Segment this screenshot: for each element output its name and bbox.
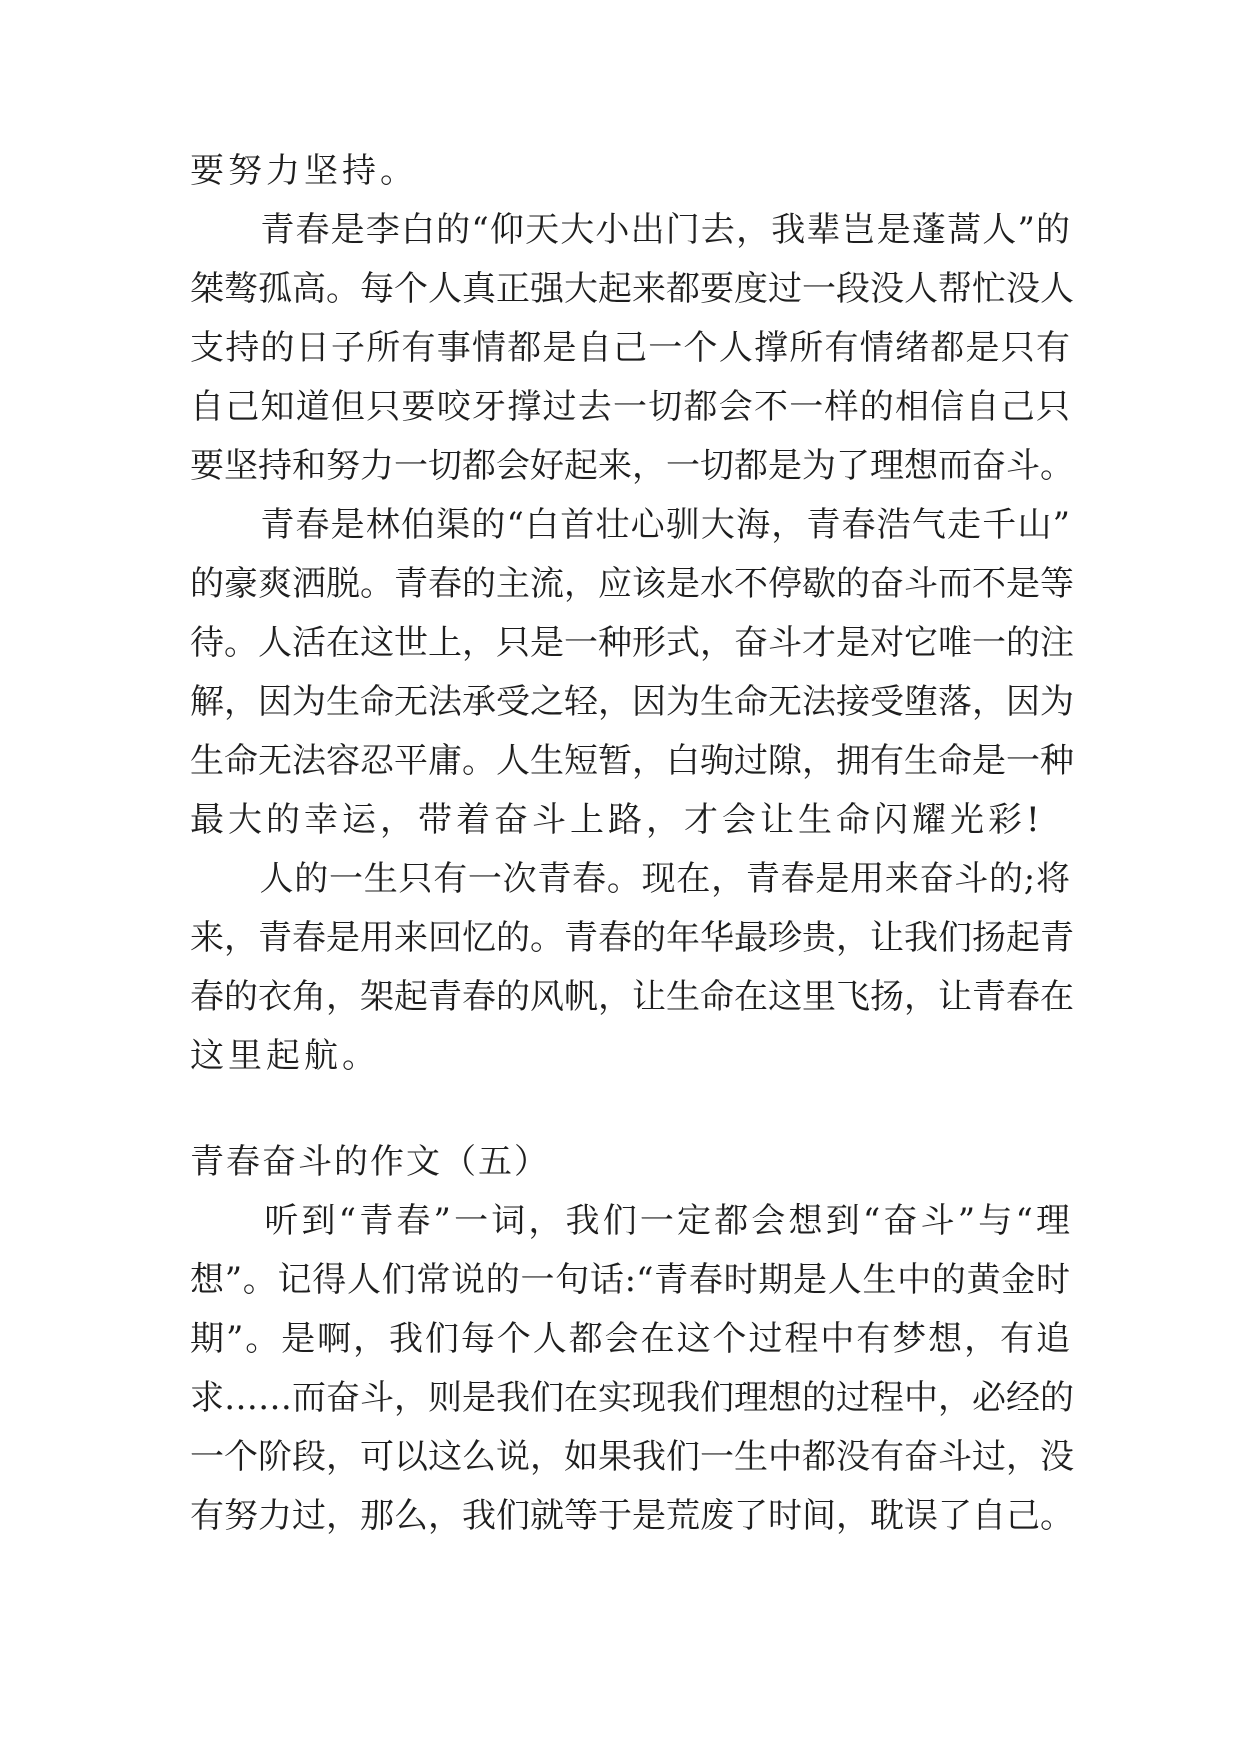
text-line: 生命无法容忍平庸。人生短暂，白驹过隙，拥有生命是一种 bbox=[190, 741, 1074, 781]
text-line: 有努力过，那么，我们就等于是荒废了时间，耽误了自己。 bbox=[190, 1496, 1074, 1536]
text-line: 期”。是啊，我们每个人都会在这个过程中有梦想，有追 bbox=[190, 1319, 1070, 1359]
text-line: 春的衣角，架起青春的风帆，让生命在这里飞扬，让青春在 bbox=[190, 977, 1074, 1017]
text-line: 桀骜孤高。每个人真正强大起来都要度过一段没人帮忙没人 bbox=[190, 269, 1074, 309]
text-line: 一个阶段，可以这么说，如果我们一生中都没有奋斗过，没 bbox=[190, 1437, 1074, 1477]
text-line: 来，青春是用来回忆的。青春的年华最珍贵，让我们扬起青 bbox=[190, 918, 1074, 958]
text-line: 最大的幸运，带着奋斗上路，才会让生命闪耀光彩! bbox=[190, 800, 1044, 840]
text-line: 解，因为生命无法承受之轻，因为生命无法接受堕落，因为 bbox=[190, 682, 1074, 722]
section-heading: 青春奋斗的作文（五） bbox=[190, 1142, 550, 1182]
text-line: 想”。记得人们常说的一句话:“青春时期是人生中的黄金时 bbox=[190, 1260, 1070, 1300]
text-line: 要努力坚持。 bbox=[190, 151, 418, 191]
text-line: 自己知道但只要咬牙撑过去一切都会不一样的相信自己只 bbox=[190, 387, 1070, 427]
text-line: 人的一生只有一次青春。现在，青春是用来奋斗的;将 bbox=[190, 859, 1070, 899]
text-line: 这里起航。 bbox=[190, 1036, 380, 1076]
text-line: 求……而奋斗，则是我们在实现我们理想的过程中，必经的 bbox=[190, 1378, 1074, 1418]
text-line: 的豪爽洒脱。青春的主流，应该是水不停歇的奋斗而不是等 bbox=[190, 564, 1074, 604]
text-line: 支持的日子所有事情都是自己一个人撑所有情绪都是只有 bbox=[190, 328, 1070, 368]
text-line: 青春是林伯渠的“白首壮心驯大海，青春浩气走千山” bbox=[190, 505, 1070, 545]
text-line: 待。人活在这世上，只是一种形式，奋斗才是对它唯一的注 bbox=[190, 623, 1074, 663]
text-line: 青春是李白的“仰天大小出门去，我辈岂是蓬蒿人”的 bbox=[190, 210, 1070, 250]
text-line: 要坚持和努力一切都会好起来，一切都是为了理想而奋斗。 bbox=[190, 446, 1074, 486]
text-line: 听到“青春”一词，我们一定都会想到“奋斗”与“理 bbox=[190, 1201, 1070, 1241]
